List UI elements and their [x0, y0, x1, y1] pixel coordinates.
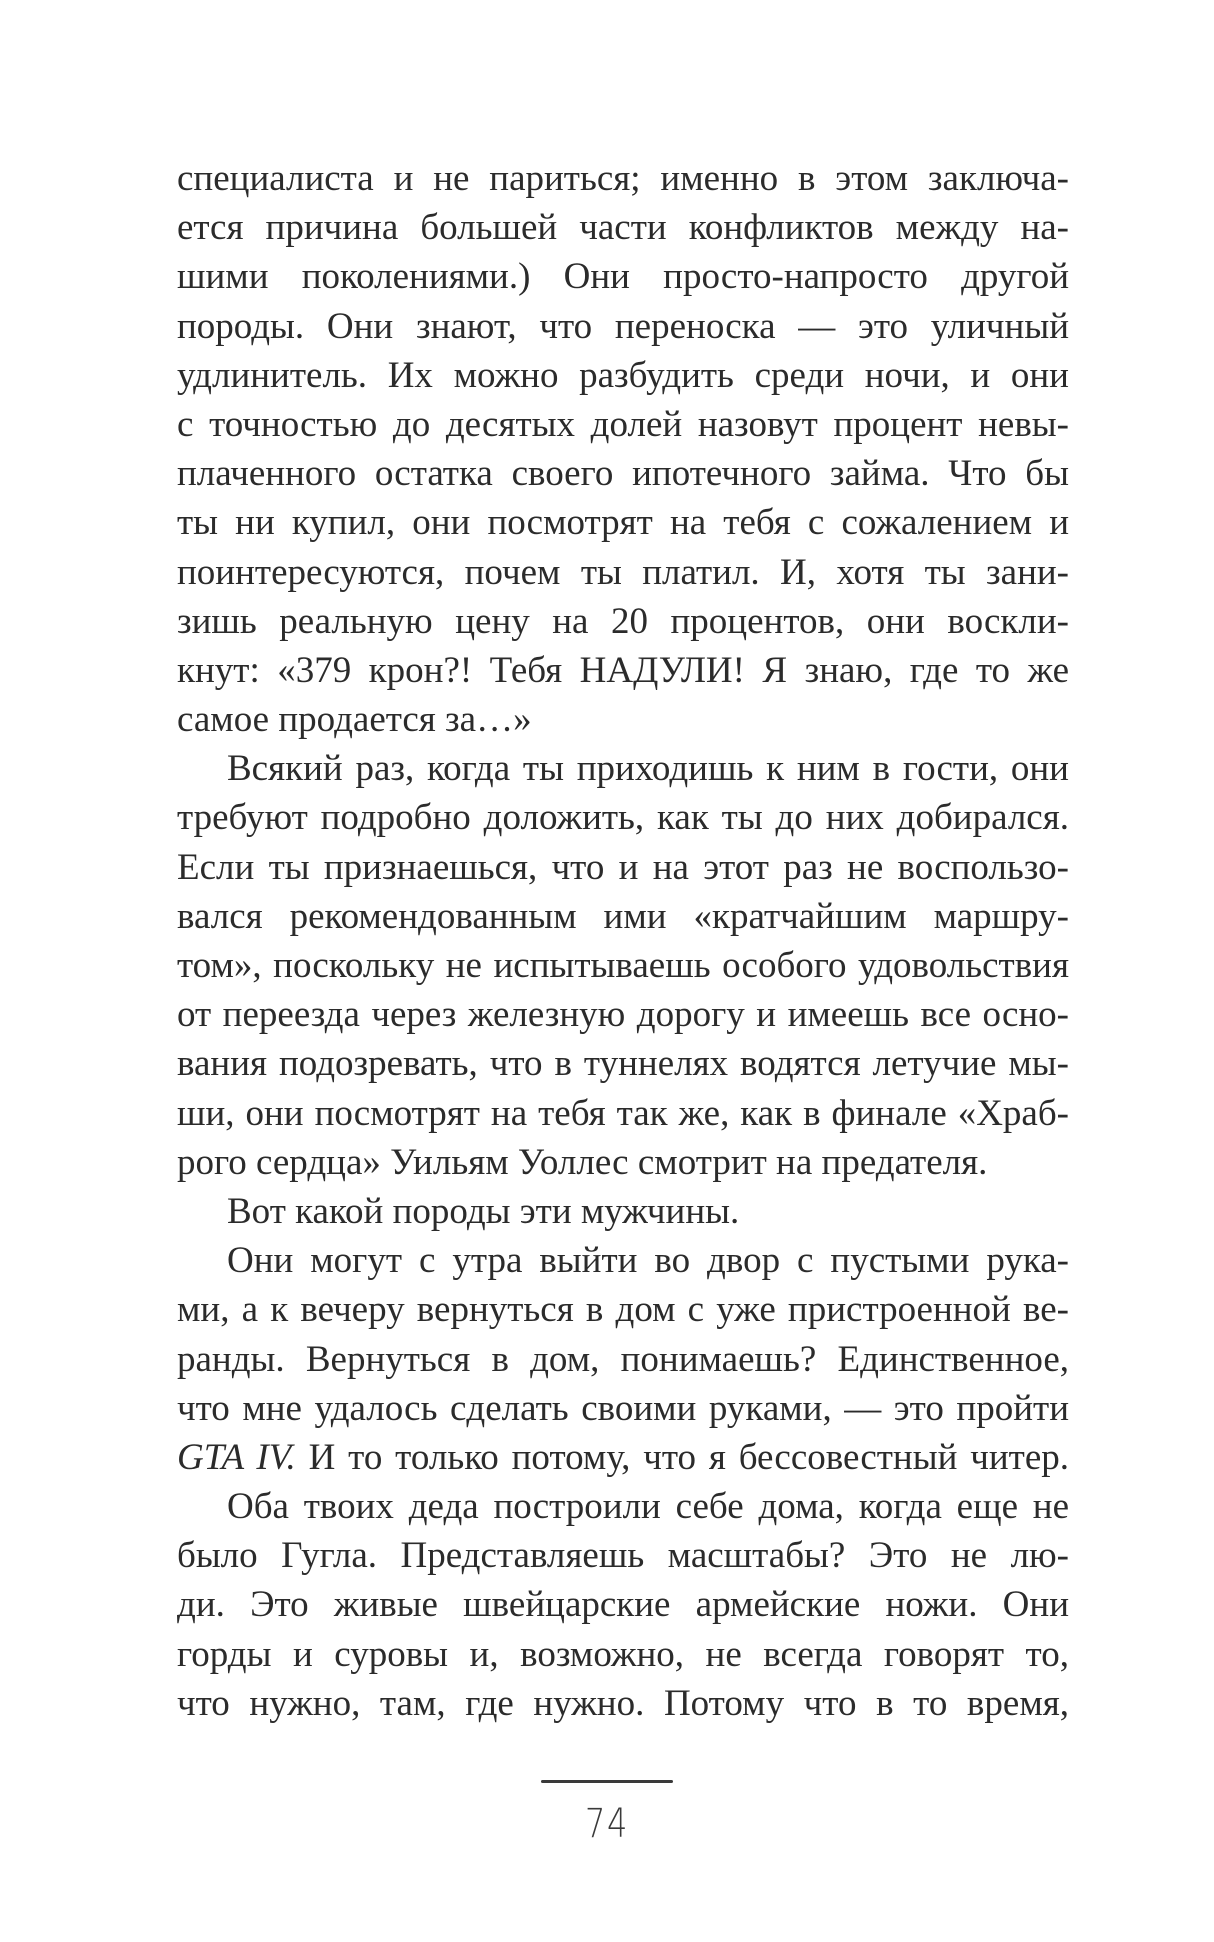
text-line: породы. Они знают, что переноска — это уличный: [177, 305, 1069, 347]
page-number: 74: [585, 1801, 629, 1847]
text-line: с точностью до десятых долей назовут процент невы-: [177, 403, 1069, 445]
text-line-with-italic: [177, 1433, 1069, 1482]
text-line: ется причина большей части конфликтов между на-: [177, 207, 1069, 249]
text-line: плаченного остатка своего ипотечного займа. Что бы: [177, 453, 1069, 495]
text-line-rest: И то только потому, что я бессовестный читер.: [308, 1436, 1069, 1478]
text-line: вался рекомендованным ими «кратчайшим маршру-: [177, 895, 1069, 937]
text-line: зишь реальную цену на 20 процентов, они воскли-: [177, 600, 1069, 642]
text-line: ши, они посмотрят на тебя так же, как в финале «Храб-: [177, 1092, 1069, 1134]
footer-rule: [541, 1780, 673, 1783]
paragraph-start-line: Вот какой породы эти мужчины.: [227, 1190, 740, 1232]
text-line: от переезда через железную дорогу и имеешь все осно-: [177, 994, 1069, 1036]
text-line: было Гугла. Представляешь масштабы? Это не лю-: [177, 1535, 1069, 1577]
page-footer: [0, 1780, 1214, 1847]
text-line: что мне удалось сделать своими руками, — это пройти: [177, 1387, 1069, 1429]
text-line: специалиста и не париться; именно в этом заключа-: [177, 158, 1069, 199]
text-line: горды и суровы и, возможно, не всегда говорят то,: [177, 1633, 1069, 1675]
text-line: ди. Это живые швейцарские армейские ножи. Они: [177, 1584, 1069, 1626]
text-line: Если ты признаешься, что и на этот раз не воспользо-: [177, 846, 1069, 888]
paragraph-start-line: Всякий раз, когда ты приходишь к ним в гости, они: [227, 748, 1069, 790]
body-text: [177, 154, 1069, 1728]
text-line: кнут: «379 крон?! Тебя НАДУЛИ! Я знаю, где то же: [177, 649, 1069, 691]
game-title: GTA IV.: [177, 1436, 296, 1478]
text-line: требуют подробно доложить, как ты до них добирался.: [177, 797, 1069, 839]
paragraph-start-line: Они могут с утра выйти во двор с пустыми рука-: [227, 1240, 1069, 1282]
text-line: самое продается за…»: [177, 699, 532, 741]
text-line: рого сердца» Уильям Уоллес смотрит на предателя.: [177, 1141, 988, 1183]
text-line: ми, а к вечеру вернуться в дом с уже пристроенной ве-: [177, 1289, 1069, 1331]
text-line: ранды. Вернуться в дом, понимаешь? Единственное,: [177, 1338, 1069, 1380]
text-line: шими поколениями.) Они просто-напросто другой: [177, 256, 1069, 298]
text-line: ты ни купил, они посмотрят на тебя с сожалением и: [177, 502, 1069, 544]
paragraph-start-line: Оба твоих деда построили себе дома, когда еще не: [227, 1486, 1069, 1528]
text-line: удлинитель. Их можно разбудить среди ночи, и они: [177, 354, 1069, 396]
text-line: что нужно, там, где нужно. Потому что в то время,: [177, 1682, 1069, 1724]
text-line: вания подозревать, что в туннелях водятся летучие мы-: [177, 1043, 1069, 1085]
text-line: том», поскольку не испытываешь особого удовольствия: [177, 945, 1069, 986]
text-line: поинтересуются, почем ты платил. И, хотя ты зани-: [177, 551, 1069, 593]
